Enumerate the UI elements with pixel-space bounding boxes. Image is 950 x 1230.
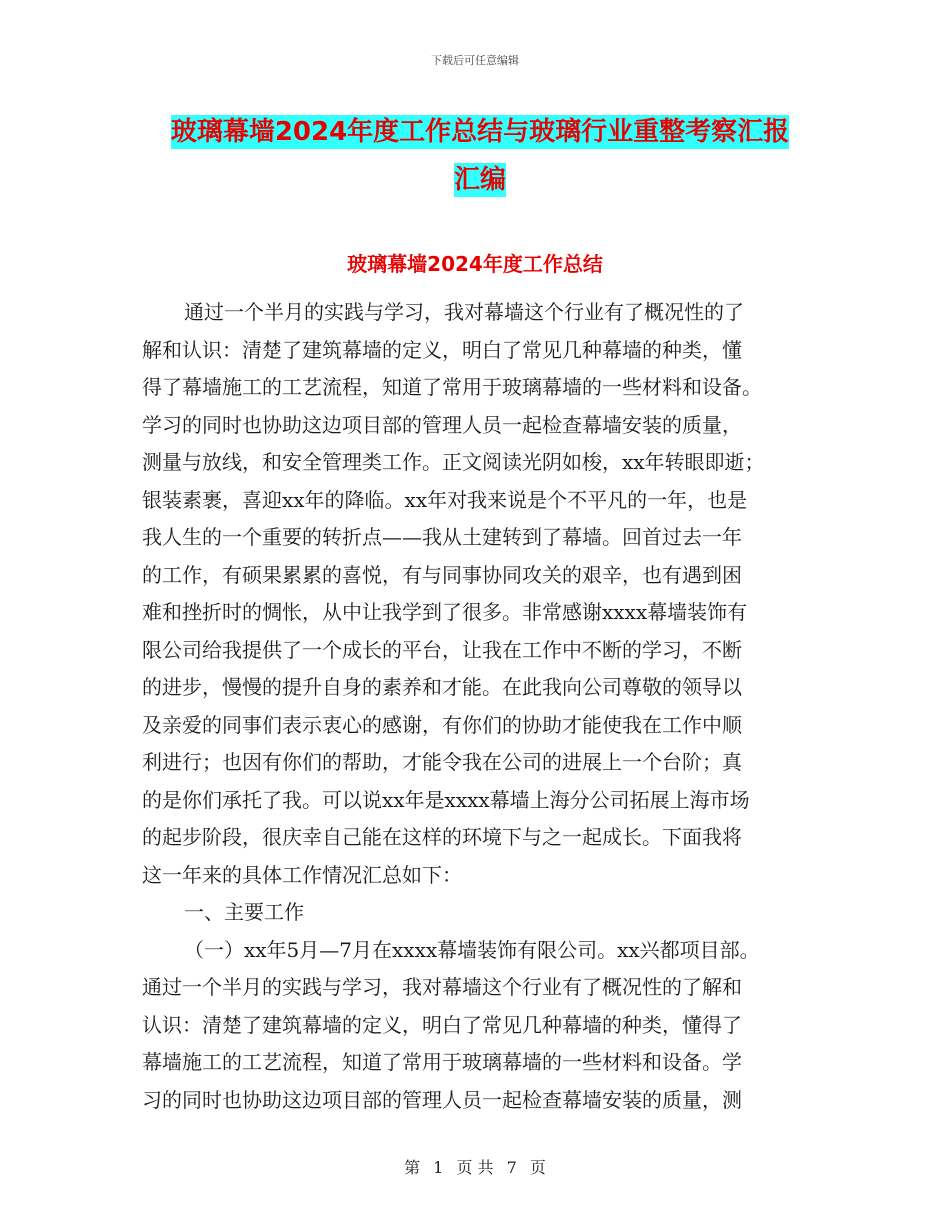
- body-line: 习的同时也协助这边项目部的管理人员一起检查幕墙安装的质量，测: [142, 1087, 742, 1112]
- footer-middle: 页 共: [456, 1158, 494, 1177]
- body-line: 的工作，有硕果累累的喜悦，有与同事协同攻关的艰辛，也有遇到困: [142, 562, 742, 587]
- body-line: 通过一个半月的实践与学习，我对幕墙这个行业有了概况性的了: [184, 300, 744, 324]
- document-title-line-1: 玻璃幕墙2024年度工作总结与玻璃行业重整考察汇报: [170, 117, 790, 147]
- body-line: 利进行；也因有你们的帮助，才能令我在公司的进展上一个台阶；真: [142, 750, 742, 774]
- header-note: 下载后可任意编辑: [431, 54, 519, 67]
- body-line: 的进步，慢慢的提升自身的素养和才能。在此我向公司尊敬的领导以: [142, 675, 742, 699]
- footer-prefix: 第: [404, 1158, 421, 1177]
- body-line: 我人生的一个重要的转折点——我从土建转到了幕墙。回首过去一年: [142, 525, 742, 549]
- body-line: 认识：清楚了建筑幕墙的定义，明白了常见几种幕墙的种类，懂得了: [142, 1012, 742, 1037]
- body-line: 幕墙施工的工艺流程，知道了常用于玻璃幕墙的一些材料和设备。学: [142, 1050, 742, 1074]
- body-line: 及亲爱的同事们表示衷心的感谢，有你们的协助才能使我在工作中顺: [142, 712, 742, 737]
- body-line: 的起步阶段，很庆幸自己能在这样的环境下与之一起成长。下面我将: [142, 825, 742, 849]
- body-line: 通过一个半月的实践与学习，我对幕墙这个行业有了概况性的了解和: [142, 975, 742, 999]
- subheading-item-1: （一）xx年5月—7月在xxxx幕墙装饰有限公司。xx兴都项目部。: [184, 937, 760, 962]
- heading-main-work: 一、主要工作: [184, 900, 304, 924]
- section-title: 玻璃幕墙2024年度工作总结: [347, 252, 603, 276]
- body-text: [142, 294, 822, 1119]
- body-line: 测量与放线，和安全管理类工作。正文阅读光阴如梭，xx年转眼即逝；: [142, 450, 765, 474]
- page-footer: [0, 1155, 950, 1178]
- body-line: 得了幕墙施工的工艺流程，知道了常用于玻璃幕墙的一些材料和设备。: [142, 375, 762, 399]
- body-line: 这一年来的具体工作情况汇总如下：: [142, 862, 462, 887]
- body-line: 学习的同时也协助这边项目部的管理人员一起检查幕墙安装的质量，: [142, 412, 742, 437]
- body-line: 的是你们承托了我。可以说xx年是xxxx幕墙上海分公司拓展上海市场: [142, 787, 750, 812]
- body-line: 银装素裹，喜迎xx年的降临。xx年对我来说是个不平凡的一年，也是: [142, 487, 748, 512]
- footer-suffix: 页: [529, 1158, 546, 1177]
- footer-total-pages: 7: [506, 1158, 517, 1177]
- body-line: 解和认识：清楚了建筑幕墙的定义，明白了常见几种幕墙的种类，懂: [142, 337, 742, 362]
- document-title-line-2: 汇编: [453, 165, 506, 195]
- body-line: 限公司给我提供了一个成长的平台，让我在工作中不断的学习，不断: [142, 637, 742, 662]
- document-title: [140, 108, 820, 204]
- body-line: 难和挫折时的惆怅，从中让我学到了很多。非常感谢xxxx幕墙装饰有: [142, 600, 748, 624]
- footer-page-number: 1: [433, 1158, 444, 1177]
